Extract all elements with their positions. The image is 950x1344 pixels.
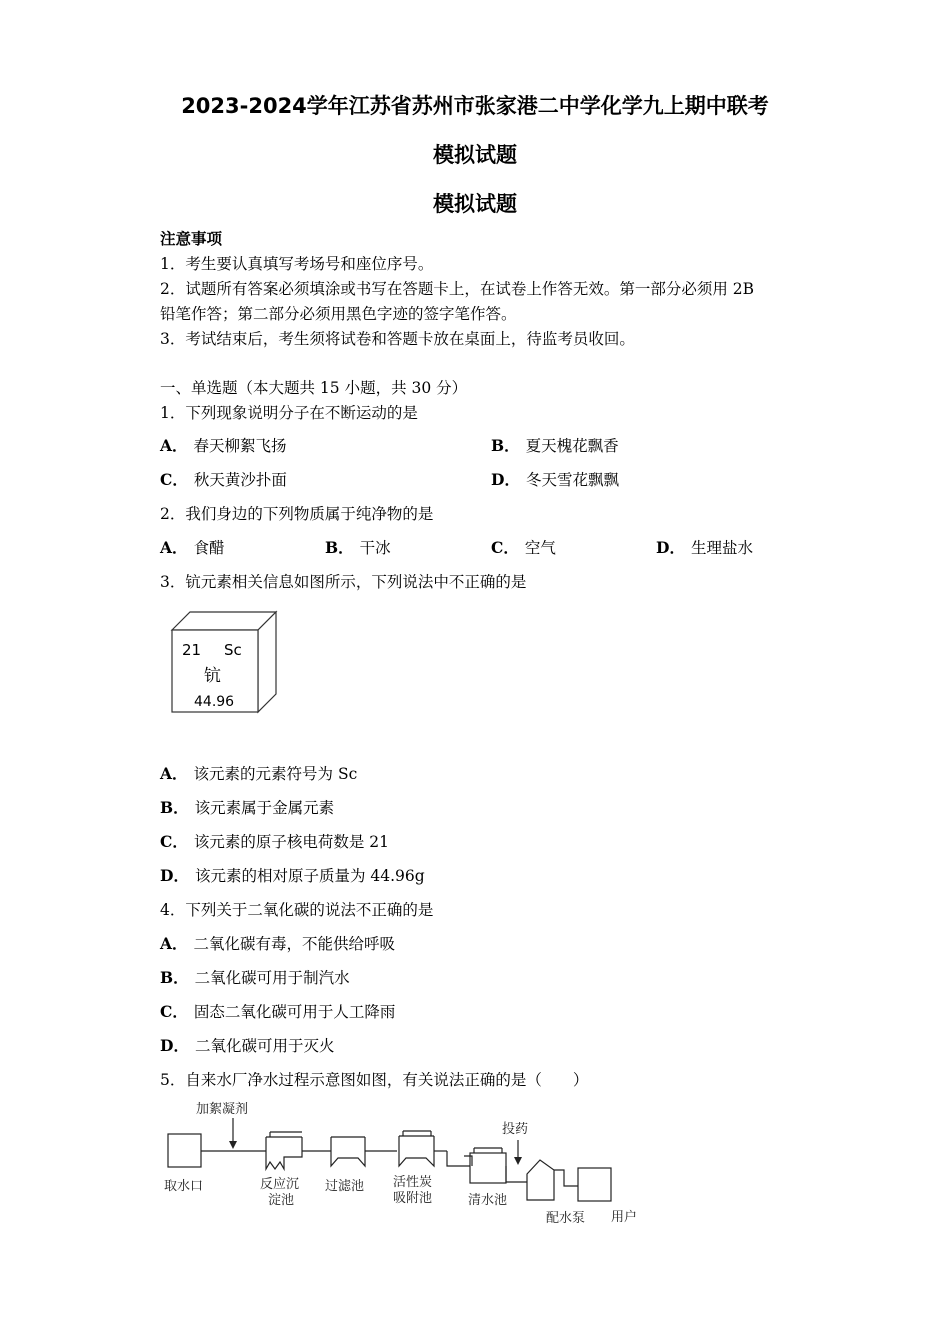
pipe-segment [554,1170,578,1186]
option-text: 生理盐水 [690,539,753,557]
filter-tank-label: 过滤池 [325,1179,365,1194]
q3-option-a [160,762,357,784]
q3-option-c [160,830,389,852]
option-text: 二氧化碳有毒，不能供给呼吸 [193,935,396,953]
option-label: B． [160,798,189,817]
tile-side-face [258,612,276,712]
question-2-stem: 2．我们身边的下列物质属于纯净物的是 [160,505,434,523]
question-4-stem: 4．下列关于二氧化碳的说法不正确的是 [160,901,434,919]
option-text: 春天柳絮飞扬 [193,437,287,455]
notice-item-2-cont: 铅笔作答；第二部分必须用黑色字迹的签字笔作答。 [160,305,517,323]
q4-option-b [160,966,350,988]
atomic-mass: 44.96 [194,694,235,710]
option-text: 固态二氧化碳可用于人工降雨 [193,1003,396,1021]
q4-option-a [160,932,395,954]
clear-tank-label: 清水池 [468,1193,508,1208]
option-text: 该元素的元素符号为 Sc [193,765,358,783]
notice-heading: 注意事项 [160,229,223,248]
intake-label: 取水口 [164,1179,204,1194]
reaction-tank-label-1: 反应沉 [260,1177,300,1192]
option-label: C． [160,832,188,851]
carbon-tank-label-2: 吸附池 [393,1191,433,1206]
option-label: B． [491,436,520,455]
question-3-stem: 3．钪元素相关信息如图所示，下列说法中不正确的是 [160,573,527,591]
option-text: 二氧化碳可用于灭火 [194,1037,335,1055]
paper-title-line-1: 2023-2024学年江苏省苏州市张家港二中学化学九上期中联考 [181,94,769,118]
q1-option-c [160,468,287,490]
option-label: C． [491,538,519,557]
option-label: D． [491,470,520,489]
q2-option-d [656,536,753,558]
section-heading: 一、单选题（本大题共 15 小题，共 30 分） [160,379,468,397]
notice-item-1: 1．考生要认真填写考场号和座位序号。 [160,255,434,273]
clear-water-tank [470,1153,506,1183]
option-label: C． [160,1002,188,1021]
coagulant-label: 加絮凝剂 [196,1102,249,1117]
question-5-stem: 5．自来水厂净水过程示意图如图，有关说法正确的是（ ） [160,1071,589,1089]
q4-option-d [160,1034,334,1056]
option-label: C． [160,470,188,489]
carbon-tank-label-1: 活性炭 [393,1175,433,1190]
option-label: B． [160,968,189,987]
option-label: A． [160,934,188,953]
pipe-segment [506,1166,527,1182]
atomic-number: 21 [182,641,202,659]
option-text: 该元素属于金属元素 [194,799,335,817]
option-text: 冬天雪花飘飘 [525,471,619,489]
water-treatment-diagram [160,1096,650,1231]
filter-tank [331,1137,365,1166]
element-name: 钪 [204,666,221,686]
paper-title-line-2: 模拟试题 [433,143,517,167]
coagulant-arrow-head [229,1141,237,1149]
option-label: D． [656,538,685,557]
pipe-segment [447,1151,470,1166]
paper-title-line-3: 模拟试题 [433,192,517,216]
notice-item-3: 3．考试结束后，考生须将试卷和答题卡放在桌面上，待监考员收回。 [160,330,635,348]
option-label: A． [160,538,188,557]
option-label: D． [160,866,189,885]
user-box [578,1168,611,1201]
option-label: A． [160,764,188,783]
q3-option-b [160,796,334,818]
option-text: 干冰 [359,539,391,557]
option-text: 该元素的相对原子质量为 44.96g [194,867,425,885]
option-text: 食醋 [193,539,225,557]
user-label: 用户 [611,1210,638,1225]
option-text: 秋天黄沙扑面 [193,471,287,489]
pump-label: 配水泵 [546,1211,586,1226]
option-text: 二氧化碳可用于制汽水 [194,969,350,987]
q4-option-c [160,1000,395,1022]
notice-item-2: 2．试题所有答案必须填涂或书写在答题卡上，在试卷上作答无效。第一部分必须用 2B [160,280,755,298]
q1-option-a [160,434,287,456]
option-text: 空气 [524,539,556,557]
q2-option-a [160,536,225,558]
option-text: 夏天槐花飘香 [525,437,619,455]
dosing-arrow-head [514,1157,522,1165]
dosing-label: 投药 [502,1122,529,1137]
intake-box [168,1134,201,1167]
reaction-tank [266,1137,302,1169]
element-symbol: Sc [224,641,242,659]
q1-option-d [491,468,619,490]
q2-option-b [325,536,391,558]
question-1-stem: 1．下列现象说明分子在不断运动的是 [160,404,418,422]
reaction-tank-label-2: 淀池 [268,1193,295,1208]
q1-option-b [491,434,619,456]
carbon-tank [399,1136,434,1166]
option-text: 该元素的原子核电荷数是 21 [193,833,389,851]
pipe-segment [464,1156,472,1166]
q2-option-c [491,536,556,558]
option-label: A． [160,436,188,455]
pump-shape [527,1160,554,1200]
q3-option-d [160,864,425,886]
option-label: D． [160,1036,189,1055]
scandium-element-tile [168,608,282,714]
option-label: B． [325,538,354,557]
